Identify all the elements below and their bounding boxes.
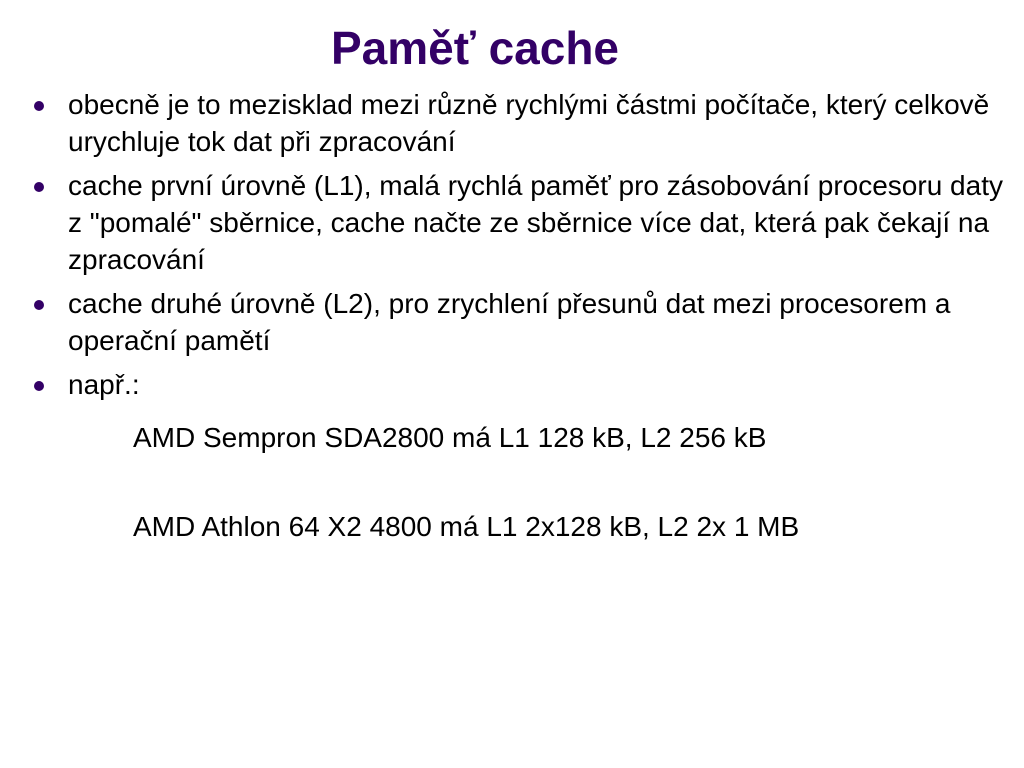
bullet-dot-icon [34,300,44,310]
bullet-text: cache druhé úrovně (L2), pro zrychlení přesunů dat mezi procesorem a operační pamětí [68,288,951,356]
bullet-dot-icon [34,101,44,111]
bullet-item [0,285,1024,359]
bullet-item [0,167,1024,278]
bullet-item [0,86,1024,160]
bullet-item [0,366,1024,403]
bullet-text: obecně je to mezisklad mezi různě rychlými částmi počítače, který celkově urychluje tok dat při zpracování [68,89,990,157]
example-line-sempron: AMD Sempron SDA2800 má L1 128 kB, L2 256 kB [133,422,767,453]
bullet-dot-icon [34,381,44,391]
example-line-athlon: AMD Athlon 64 X2 4800 má L1 2x128 kB, L2 2x 1 MB [133,511,800,542]
slide-title: Paměť cache [331,22,619,74]
bullet-text: cache první úrovně (L1), malá rychlá paměť pro zásobování procesoru daty z "pomalé" sběrnice, cache načte ze sběrnice více dat, která pak čekají na zpracování [68,170,1003,275]
bullet-list [0,86,1024,410]
bullet-dot-icon [34,182,44,192]
bullet-text: např.: [68,369,140,400]
